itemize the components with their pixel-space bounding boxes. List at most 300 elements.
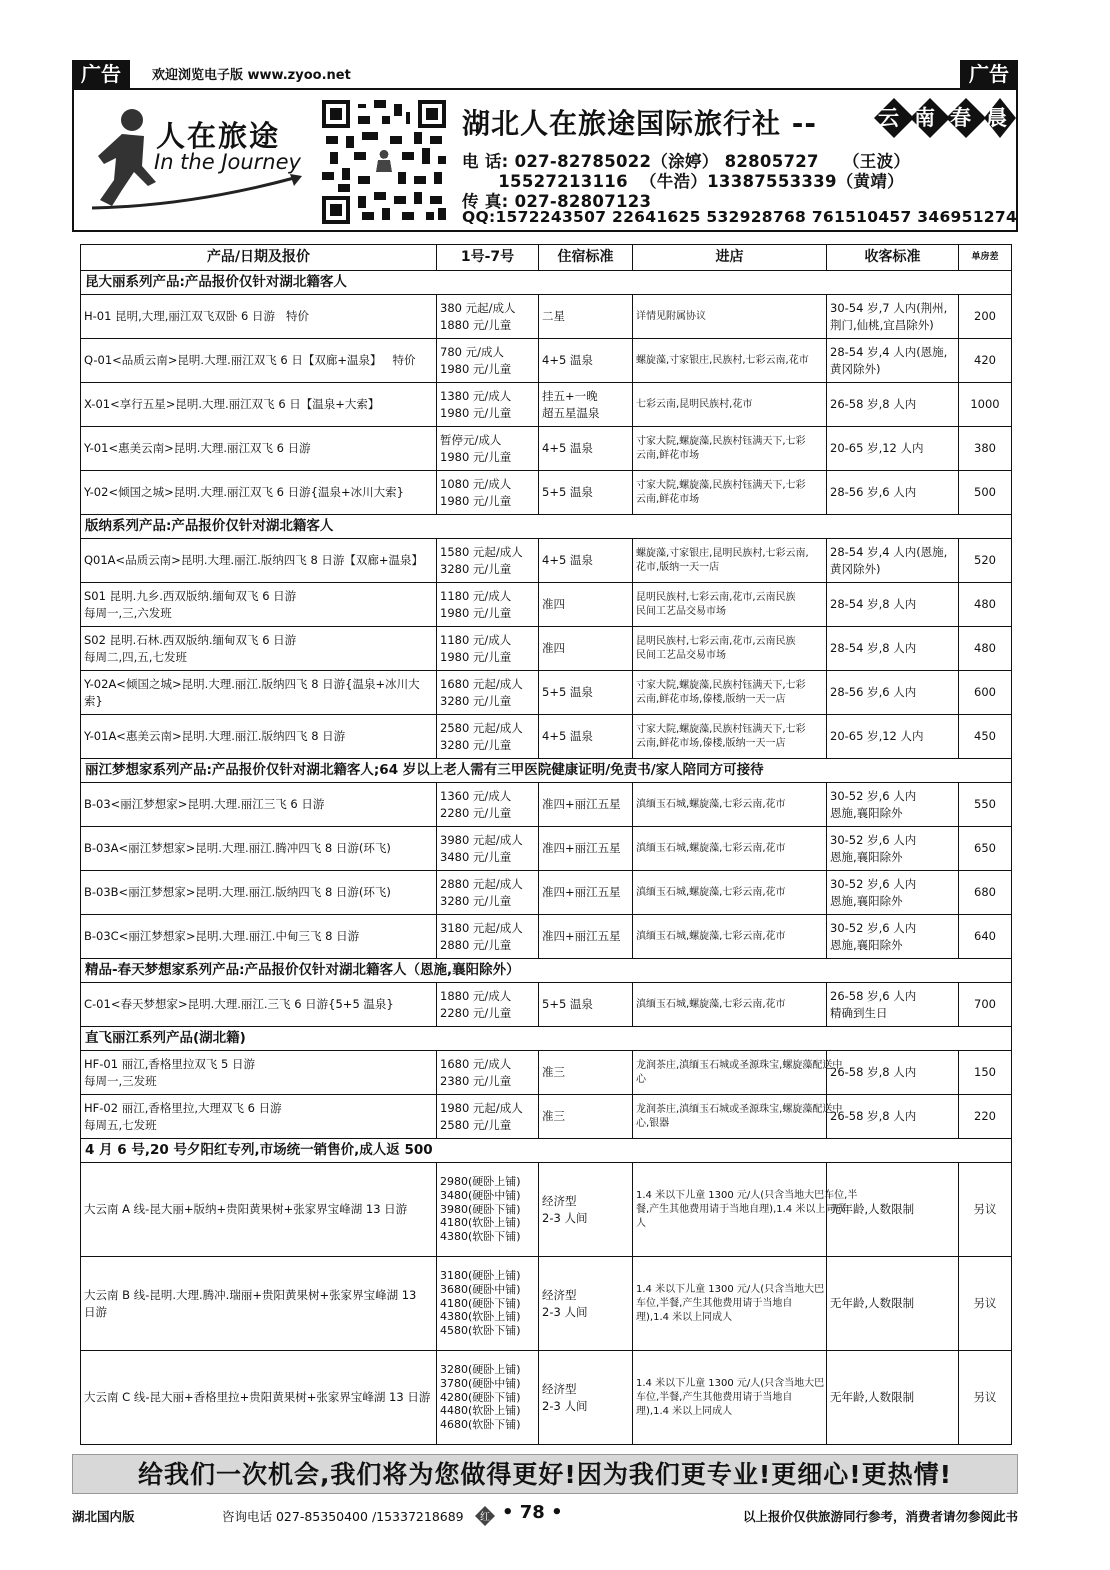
hotel-cell-text: 5+5 温泉: [542, 485, 593, 500]
hotel-cell: [539, 295, 633, 339]
guest-cell: [827, 471, 959, 515]
guest-cell: [827, 783, 959, 827]
hotel-cell: [539, 715, 633, 759]
product-cell: [81, 1163, 437, 1257]
shops-cell-text: 详情见附属协议: [636, 310, 706, 322]
shops-cell: [633, 827, 827, 871]
table-row[interactable]: [81, 583, 1012, 627]
hotel-cell: [539, 427, 633, 471]
product-cell: [81, 1051, 437, 1095]
guest-cell-text: 无年龄,人数限制: [830, 1202, 915, 1217]
guest-cell-text: 20-65 岁,12 人内: [830, 441, 924, 456]
product-cell: [81, 383, 437, 427]
price-cell: [437, 1095, 539, 1139]
single-supplement-cell: [959, 671, 1012, 715]
guest-cell: [827, 1351, 959, 1445]
product-cell-text: 大云南 B 线-昆明.大理.腾冲.瑞丽+贵阳黄果树+张家界宝峰湖 13 日游: [84, 1288, 417, 1319]
price-cell-text: 1380 元/成人 1980 元/儿童: [440, 389, 512, 420]
guest-cell-text: 26-58 岁,8 人内: [830, 397, 917, 412]
guest-cell-text: 28-56 岁,6 人内: [830, 685, 917, 700]
table-row[interactable]: [81, 715, 1012, 759]
product-cell: [81, 295, 437, 339]
shops-cell-text: 1.4 米以下儿童 1300 元/人(只含当地大巴 车位,半餐,产生其他费用请于当地自 理),1.4 米以上同成人: [636, 1377, 825, 1417]
product-cell-text: X-01<享行五星>昆明.大理.丽江双飞 6 日【温泉+大索】: [84, 397, 380, 412]
product-cell: [81, 583, 437, 627]
hotel-cell: [539, 1095, 633, 1139]
shops-cell-text: 昆明民族村,七彩云南,花市,云南民族 民间工艺品交易市场: [636, 635, 796, 661]
price-cell-text: 1180 元/成人 1980 元/儿童: [440, 589, 512, 620]
product-cell: [81, 1257, 437, 1351]
guest-cell-text: 28-54 岁,4 人内(恩施, 黄冈除外): [830, 345, 948, 376]
table-row[interactable]: [81, 383, 1012, 427]
single-supplement-cell: [959, 915, 1012, 959]
table-row[interactable]: [81, 539, 1012, 583]
shops-cell: [633, 1051, 843, 1095]
shops-cell: [633, 983, 827, 1027]
single-supplement-cell-text: 500: [974, 485, 996, 500]
shops-cell: [633, 339, 827, 383]
guest-cell: [827, 427, 959, 471]
shops-cell-text: 滇缅玉石城,螺旋藻,七彩云南,花市: [636, 798, 786, 810]
hotel-cell-text: 5+5 温泉: [542, 997, 593, 1012]
ad-tag-left: 广告: [72, 60, 130, 88]
guest-cell-text: 20-65 岁,12 人内: [830, 729, 924, 744]
shops-cell: [633, 671, 827, 715]
shops-cell-text: 滇缅玉石城,螺旋藻,七彩云南,花市: [636, 998, 786, 1010]
guest-cell: [827, 295, 959, 339]
price-cell: [437, 1163, 539, 1257]
guest-cell-text: 30-54 岁,7 人内(荆州, 荆门,仙桃,宜昌除外): [830, 301, 948, 332]
guest-cell-text: 28-54 岁,8 人内: [830, 597, 917, 612]
col-header-guest: 收客标准: [827, 245, 959, 271]
hotel-cell: [539, 1163, 633, 1257]
single-supplement-cell-text: 700: [974, 997, 996, 1012]
product-cell: [81, 539, 437, 583]
hotel-cell: [539, 471, 633, 515]
guest-cell-text: 28-56 岁,6 人内: [830, 485, 917, 500]
price-cell-text: 1880 元/成人 2280 元/儿童: [440, 989, 512, 1020]
product-cell: [81, 339, 437, 383]
single-supplement-cell-text: 另议: [973, 1390, 997, 1405]
table-row[interactable]: [81, 471, 1012, 515]
table-row[interactable]: [81, 671, 1012, 715]
price-cell-text: 3280(硬卧上铺) 3780(硬卧中铺) 4280(硬卧下铺) 4480(软卧上铺) 4680(软卧下铺): [440, 1363, 521, 1432]
hotel-cell-text: 准三: [542, 1065, 565, 1080]
product-cell: [81, 427, 437, 471]
welcome-text[interactable]: 欢迎浏览电子版 www.zyoo.net: [152, 68, 351, 83]
hotel-cell-text: 经济型 2-3 人间: [542, 1288, 588, 1319]
price-cell: [437, 983, 539, 1027]
product-cell-text: C-01<春天梦想家>昆明.大理.丽江.三飞 6 日游{5+5 温泉}: [84, 997, 394, 1012]
table-row[interactable]: [81, 1257, 1012, 1351]
single-supplement-cell-text: 420: [974, 353, 996, 368]
section-title: 昆大丽系列产品:产品报价仅针对湖北籍客人: [81, 271, 1012, 295]
col-header-hotel: 住宿标准: [539, 245, 633, 271]
product-cell: [81, 1095, 437, 1139]
shops-cell: [633, 627, 827, 671]
product-cell-text: Y-01<惠美云南>昆明.大理.丽江双飞 6 日游: [84, 441, 311, 456]
single-supplement-cell-text: 480: [974, 641, 996, 656]
shops-cell: [633, 915, 827, 959]
table-row[interactable]: [81, 427, 1012, 471]
hotel-cell: [539, 539, 633, 583]
col-header-shops: 进店: [633, 245, 827, 271]
contact-phone-1[interactable]: 电 话: 027-82785022（涂婷） 82805727 （王波）: [462, 152, 911, 171]
price-table-body: [81, 245, 1012, 1445]
product-cell-text: S01 昆明.九乡.西双版纳.缅甸双飞 6 日游 每周一,三,六发班: [84, 589, 297, 620]
shops-cell-text: 1.4 米以下儿童 1300 元/人(只含当地大巴车位,半 餐,产生其他费用请于当地自理),1.4 米以上同成 人: [636, 1189, 858, 1229]
price-cell: [437, 539, 539, 583]
hotel-cell-text: 经济型 2-3 人间: [542, 1382, 588, 1413]
guest-cell: [827, 627, 959, 671]
product-cell-text: Q-01<品质云南>昆明.大理.丽江双飞 6 日【双廊+温泉】 特价: [84, 353, 416, 368]
hotel-cell: [539, 671, 633, 715]
price-cell: [437, 915, 539, 959]
price-cell: [437, 583, 539, 627]
hotel-cell-text: 4+5 温泉: [542, 441, 593, 456]
hotel-cell-text: 5+5 温泉: [542, 685, 593, 700]
product-cell: [81, 915, 437, 959]
single-supplement-cell-text: 另议: [973, 1202, 997, 1217]
guest-cell: [827, 827, 959, 871]
section-title: 丽江梦想家系列产品:产品报价仅针对湖北籍客人;64 岁以上老人需有三甲医院健康证明/免责书/家人陪同方可接待: [81, 759, 1012, 783]
guest-cell: [827, 1051, 959, 1095]
price-cell: [437, 715, 539, 759]
shops-cell: [633, 295, 827, 339]
price-cell-text: 1180 元/成人 1980 元/儿童: [440, 633, 512, 664]
hotel-cell-text: 准四: [542, 597, 565, 612]
shops-cell: [633, 427, 827, 471]
table-row[interactable]: [81, 783, 1012, 827]
single-supplement-cell: [959, 583, 1012, 627]
shops-cell: [633, 539, 827, 583]
shops-cell-text: 寸家大院,螺旋藻,民族村钰满天下,七彩 云南,鲜花市场: [636, 435, 806, 461]
hotel-cell: [539, 1351, 633, 1445]
hotel-cell: [539, 583, 633, 627]
single-supplement-cell: [959, 1351, 1012, 1445]
shops-cell: [633, 583, 827, 627]
guest-cell-text: 30-52 岁,6 人内 恩施,襄阳除外: [830, 877, 917, 908]
price-cell-text: 3180(硬卧上铺) 3680(硬卧中铺) 4180(硬卧下铺) 4380(软卧上铺) 4580(软卧下铺): [440, 1269, 521, 1338]
single-supplement-cell: [959, 1095, 1012, 1139]
product-cell-text: HF-01 丽江,香格里拉双飞 5 日游 每周一,三发班: [84, 1057, 255, 1088]
price-cell: [437, 783, 539, 827]
guest-cell: [827, 339, 959, 383]
hotel-cell-text: 4+5 温泉: [542, 553, 593, 568]
top-bar: [72, 60, 1018, 88]
hotel-cell: [539, 627, 633, 671]
product-cell: [81, 827, 437, 871]
single-supplement-cell: [959, 983, 1012, 1027]
agency-name: 湖北人在旅途国际旅行社 --: [462, 107, 817, 140]
product-cell: [81, 1351, 437, 1445]
shops-cell: [633, 1163, 858, 1257]
footer-consult[interactable]: 咨询电话 027-85350400 /15337218689: [222, 1509, 464, 1524]
price-cell: [437, 627, 539, 671]
col-header-dates: 1号-7号: [437, 245, 539, 271]
single-supplement-cell: [959, 827, 1012, 871]
shops-cell: [633, 383, 827, 427]
product-cell: [81, 671, 437, 715]
hotel-cell: [539, 1257, 633, 1351]
red-seal-icon: [474, 1505, 496, 1527]
shops-cell-text: 龙润茶庄,滇缅玉石城或圣源珠宝,螺旋藻配送中 心,银器: [636, 1103, 843, 1129]
section-row: [81, 959, 1012, 983]
shops-cell-text: 1.4 米以下儿童 1300 元/人(只含当地大巴 车位,半餐,产生其他费用请于当地自 理),1.4 米以上同成人: [636, 1283, 825, 1323]
guest-cell-text: 26-58 岁,8 人内: [830, 1109, 917, 1124]
table-row[interactable]: [81, 983, 1012, 1027]
qr-code-icon[interactable]: [322, 100, 446, 224]
price-cell: [437, 471, 539, 515]
price-cell: [437, 671, 539, 715]
price-cell: [437, 295, 539, 339]
agency-header: [72, 88, 1022, 232]
section-title: 版纳系列产品:产品报价仅针对湖北籍客人: [81, 515, 1012, 539]
price-cell-text: 3980 元起/成人 3480 元/儿童: [440, 833, 523, 864]
hotel-cell-text: 4+5 温泉: [542, 729, 593, 744]
guest-cell-text: 26-58 岁,6 人内 精确到生日: [830, 989, 917, 1020]
single-supplement-cell: [959, 1051, 1012, 1095]
section-row: [81, 515, 1012, 539]
single-supplement-cell-text: 1000: [970, 397, 1000, 412]
section-title: 4 月 6 号,20 号夕阳红专列,市场统一销售价,成人返 500: [81, 1139, 1012, 1163]
section-row: [81, 1139, 1012, 1163]
table-row[interactable]: [81, 1051, 1012, 1095]
shops-cell-text: 滇缅玉石城,螺旋藻,七彩云南,花市: [636, 930, 786, 942]
single-supplement-cell-text: 200: [974, 309, 996, 324]
single-supplement-cell-text: 600: [974, 685, 996, 700]
single-supplement-cell: [959, 339, 1012, 383]
shops-cell-text: 寸家大院,螺旋藻,民族村钰满天下,七彩 云南,鲜花市场: [636, 479, 806, 505]
contact-qq[interactable]: QQ:1572243507 22641625 532928768 761510457 346951274: [462, 208, 1018, 226]
product-cell-text: Y-02<倾国之城>昆明.大理.丽江双飞 6 日游{温泉+冰川大索}: [84, 485, 404, 500]
single-supplement-cell: [959, 295, 1012, 339]
shops-cell: [633, 1095, 843, 1139]
hotel-cell-text: 准四+丽江五星: [542, 929, 621, 944]
product-cell-text: B-03<丽江梦想家>昆明.大理.丽江三飞 6 日游: [84, 797, 325, 812]
guest-cell-text: 28-54 岁,8 人内: [830, 641, 917, 656]
product-cell-text: 大云南 C 线-昆大丽+香格里拉+贵阳黄果树+张家界宝峰湖 13 日游: [84, 1390, 431, 1405]
section-title: 直飞丽江系列产品(湖北籍): [81, 1027, 1012, 1051]
price-cell-text: 2880 元起/成人 3280 元/儿童: [440, 877, 523, 908]
product-cell-text: 大云南 A 线-昆大丽+版纳+贵阳黄果树+张家界宝峰湖 13 日游: [84, 1202, 408, 1217]
hotel-cell-text: 准四+丽江五星: [542, 885, 621, 900]
shops-cell: [633, 783, 827, 827]
seal-text: 红: [480, 1512, 490, 1523]
price-cell-text: 1080 元/成人 1980 元/儿童: [440, 477, 512, 508]
single-supplement-cell: [959, 871, 1012, 915]
price-cell-text: 1980 元起/成人 2580 元/儿童: [440, 1101, 523, 1132]
product-cell-text: Y-01A<惠美云南>昆明.大理.丽江.版纳四飞 8 日游: [84, 729, 346, 744]
product-cell: [81, 715, 437, 759]
guest-cell: [827, 583, 959, 627]
guest-cell-text: 无年龄,人数限制: [830, 1296, 915, 1311]
guest-cell: [827, 539, 959, 583]
hotel-cell: [539, 827, 633, 871]
guest-cell: [827, 983, 959, 1027]
single-supplement-cell-text: 680: [974, 885, 996, 900]
product-cell-text: B-03A<丽江梦想家>昆明.大理.丽江.腾冲四飞 8 日游(环飞): [84, 841, 391, 856]
price-cell: [437, 1351, 539, 1445]
table-row[interactable]: [81, 1163, 1012, 1257]
price-cell: [437, 827, 539, 871]
single-supplement-cell-text: 650: [974, 841, 996, 856]
shops-cell-text: 寸家大院,螺旋藻,民族村钰满天下,七彩 云南,鲜花市场,傣楼,版纳一天一店: [636, 679, 806, 705]
agency-sub-badge: [872, 96, 1022, 140]
shops-cell-text: 七彩云南,昆明民族村,花市: [636, 398, 753, 410]
product-cell: [81, 471, 437, 515]
product-cell-text: Q01A<品质云南>昆明.大理.丽江.版纳四飞 8 日游【双廊+温泉】: [84, 553, 424, 568]
hotel-cell-text: 经济型 2-3 人间: [542, 1194, 588, 1225]
shops-cell-text: 滇缅玉石城,螺旋藻,七彩云南,花市: [636, 842, 786, 854]
price-cell: [437, 339, 539, 383]
contact-fax[interactable]: 传 真: 027-82807123: [462, 192, 652, 211]
shops-cell-text: 滇缅玉石城,螺旋藻,七彩云南,花市: [636, 886, 786, 898]
hotel-cell: [539, 915, 633, 959]
single-supplement-cell-text: 另议: [973, 1296, 997, 1311]
price-cell-text: 380 元起/成人 1880 元/儿童: [440, 301, 516, 332]
section-row: [81, 759, 1012, 783]
hotel-cell-text: 准三: [542, 1109, 565, 1124]
price-cell-text: 2580 元起/成人 3280 元/儿童: [440, 721, 523, 752]
hotel-cell: [539, 983, 633, 1027]
single-supplement-cell-text: 450: [974, 729, 996, 744]
guest-cell: [827, 915, 959, 959]
hotel-cell-text: 准四+丽江五星: [542, 797, 621, 812]
product-cell-text: Y-02A<倾国之城>昆明.大理.丽江.版纳四飞 8 日游{温泉+冰川大 索}: [84, 677, 420, 708]
col-header-single-supplement: 单房差: [959, 245, 1012, 271]
ad-tag-right: 广告: [960, 60, 1018, 88]
price-cell-text: 780 元/成人 1980 元/儿童: [440, 345, 512, 376]
single-supplement-cell: [959, 539, 1012, 583]
shops-cell: [633, 471, 827, 515]
single-supplement-cell-text: 150: [974, 1065, 996, 1080]
product-cell-text: H-01 昆明,大理,丽江双飞双卧 6 日游 特价: [84, 309, 309, 324]
shops-cell: [633, 871, 827, 915]
guest-cell-text: 30-52 岁,6 人内 恩施,襄阳除外: [830, 833, 917, 864]
product-cell: [81, 871, 437, 915]
table-row[interactable]: [81, 1351, 1012, 1445]
shops-cell: [633, 715, 827, 759]
shops-cell-text: 寸家大院,螺旋藻,民族村钰满天下,七彩 云南,鲜花市场,傣楼,版纳一天一店: [636, 723, 806, 749]
page-footer: [72, 1500, 1018, 1530]
price-cell-text: 暂停元/成人 1980 元/儿童: [440, 433, 512, 464]
price-cell: [437, 427, 539, 471]
guest-cell-text: 无年龄,人数限制: [830, 1390, 915, 1405]
guest-cell: [827, 671, 959, 715]
hotel-cell: [539, 871, 633, 915]
section-title: 精品-春天梦想家系列产品:产品报价仅针对湖北籍客人（恩施,襄阳除外）: [81, 959, 1012, 983]
table-row[interactable]: [81, 871, 1012, 915]
hotel-cell-text: 准四+丽江五星: [542, 841, 621, 856]
guest-cell: [827, 715, 959, 759]
shops-cell-text: 龙润茶庄,滇缅玉石城或圣源珠宝,螺旋藻配送中 心: [636, 1059, 843, 1085]
price-cell-text: 1360 元/成人 2280 元/儿童: [440, 789, 512, 820]
single-supplement-cell: [959, 783, 1012, 827]
product-cell-text: HF-02 丽江,香格里拉,大理双飞 6 日游 每周五,七发班: [84, 1101, 282, 1132]
table-row[interactable]: [81, 827, 1012, 871]
hotel-cell: [539, 783, 633, 827]
price-cell: [437, 1257, 539, 1351]
price-cell: [437, 871, 539, 915]
col-header-product: 产品/日期及报价: [81, 245, 437, 271]
shops-cell-text: 螺旋藻,寸家银庄,民族村,七彩云南,花市: [636, 354, 809, 366]
guest-cell-text: 28-54 岁,4 人内(恩施, 黄冈除外): [830, 545, 948, 576]
guest-cell: [827, 1095, 959, 1139]
hotel-cell-text: 挂五+一晚 超五星温泉: [542, 389, 600, 420]
single-supplement-cell-text: 640: [974, 929, 996, 944]
product-cell-text: S02 昆明.石林.西双版纳.缅甸双飞 6 日游 每周二,四,五,七发班: [84, 633, 297, 664]
shops-cell: [633, 1351, 827, 1445]
single-supplement-cell: [959, 715, 1012, 759]
product-cell-text: B-03B<丽江梦想家>昆明.大理.丽江.版纳四飞 8 日游(环飞): [84, 885, 391, 900]
guest-cell: [827, 1257, 959, 1351]
agency-sub-text: 云南春晨: [878, 106, 1022, 130]
logo-english: In the Journey: [154, 150, 301, 174]
contact-phone-2[interactable]: 15527213116 （牛浩）13387553339（黄靖）: [462, 172, 904, 191]
single-supplement-cell-text: 220: [974, 1109, 996, 1124]
product-cell: [81, 983, 437, 1027]
single-supplement-cell: [959, 471, 1012, 515]
single-supplement-cell: [959, 427, 1012, 471]
price-cell: [437, 1051, 539, 1095]
guest-cell-text: 26-58 岁,8 人内: [830, 1065, 917, 1080]
single-supplement-cell: [959, 1163, 1012, 1257]
hotel-cell: [539, 1051, 633, 1095]
hotel-cell-text: 二星: [542, 309, 565, 324]
single-supplement-cell-text: 380: [974, 441, 996, 456]
shops-cell-text: 螺旋藻,寸家银庄,昆明民族村,七彩云南, 花市,版纳一天一店: [636, 547, 809, 573]
product-cell: [81, 783, 437, 827]
price-cell-text: 1580 元起/成人 3280 元/儿童: [440, 545, 523, 576]
table-row[interactable]: [81, 627, 1012, 671]
product-cell-text: B-03C<丽江梦想家>昆明.大理.丽江.中甸三飞 8 日游: [84, 929, 360, 944]
single-supplement-cell-text: 480: [974, 597, 996, 612]
table-row[interactable]: [81, 295, 1012, 339]
table-row[interactable]: [81, 915, 1012, 959]
swoosh-icon: [90, 172, 310, 212]
page-number: • 78 •: [502, 1502, 563, 1523]
footer-edition: 湖北国内版: [72, 1509, 135, 1524]
single-supplement-cell: [959, 1257, 1012, 1351]
slogan-bar: 给我们一次机会,我们将为您做得更好!因为我们更专业!更细心!更热情!: [72, 1454, 1018, 1494]
guest-cell-text: 30-52 岁,6 人内 恩施,襄阳除外: [830, 921, 917, 952]
price-cell-text: 3180 元起/成人 2880 元/儿童: [440, 921, 523, 952]
hotel-cell-text: 准四: [542, 641, 565, 656]
shops-cell: [633, 1257, 827, 1351]
product-cell: [81, 627, 437, 671]
single-supplement-cell: [959, 383, 1012, 427]
shops-cell-text: 昆明民族村,七彩云南,花市,云南民族 民间工艺品交易市场: [636, 591, 796, 617]
hotel-cell: [539, 339, 633, 383]
single-supplement-cell: [959, 627, 1012, 671]
hotel-cell: [539, 383, 633, 427]
single-supplement-cell-text: 550: [974, 797, 996, 812]
table-row[interactable]: [81, 339, 1012, 383]
guest-cell: [827, 871, 959, 915]
guest-cell-text: 30-52 岁,6 人内 恩施,襄阳除外: [830, 789, 917, 820]
price-cell-text: 1680 元起/成人 3280 元/儿童: [440, 677, 523, 708]
table-row[interactable]: [81, 1095, 1012, 1139]
table-header-row: [81, 245, 1012, 271]
logo-chinese: 人在旅途: [156, 119, 281, 153]
price-cell-text: 1680 元/成人 2380 元/儿童: [440, 1057, 512, 1088]
price-cell: [437, 383, 539, 427]
guest-cell: [827, 1163, 959, 1257]
footer-disclaimer: 以上报价仅供旅游同行参考，消费者请勿参阅此书: [742, 1509, 1018, 1524]
price-cell-text: 2980(硬卧上铺) 3480(硬卧中铺) 3980(硬卧下铺) 4180(软卧上铺) 4380(软卧下铺): [440, 1175, 521, 1244]
section-row: [81, 1027, 1012, 1051]
